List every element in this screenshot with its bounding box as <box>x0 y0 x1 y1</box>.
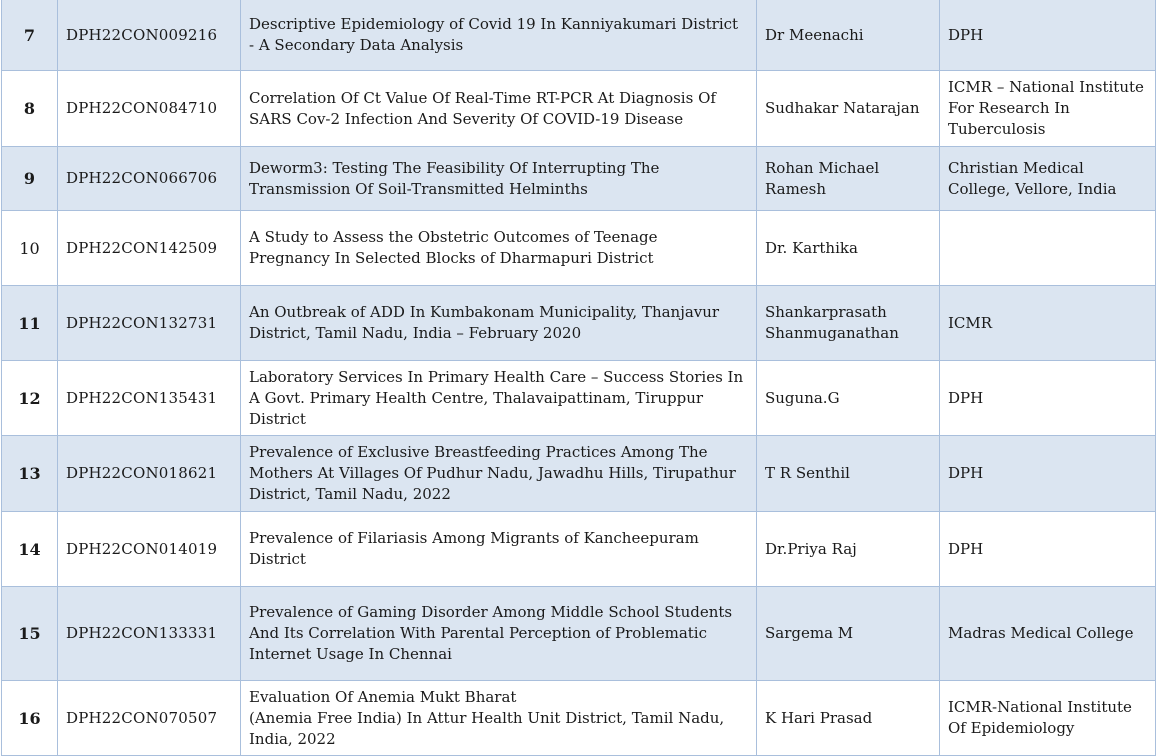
author-name: Sudhakar Natarajan <box>757 71 940 147</box>
abstract-id: DPH22CON084710 <box>58 71 241 147</box>
table-row <box>2 436 1156 512</box>
abstract-title: Evaluation Of Anemia Mukt Bharat (Anemia Free India) In Attur Health Unit District, Tamil Nadu, India, 2022 <box>241 681 757 756</box>
serial-number: 12 <box>2 361 58 436</box>
table-row <box>2 681 1156 756</box>
abstract-id: DPH22CON135431 <box>58 361 241 436</box>
author-name: Dr Meenachi <box>757 0 940 71</box>
author-name: Dr. Karthika <box>757 211 940 286</box>
serial-number: 11 <box>2 286 58 361</box>
author-name: Dr.Priya Raj <box>757 512 940 587</box>
author-name: K Hari Prasad <box>757 681 940 756</box>
serial-number: 10 <box>2 211 58 286</box>
author-name: Rohan Michael Ramesh <box>757 147 940 211</box>
abstract-id: DPH22CON133331 <box>58 587 241 681</box>
table-row <box>2 211 1156 286</box>
author-name: T R Senthil <box>757 436 940 512</box>
abstract-title: Prevalence of Filariasis Among Migrants of Kancheepuram District <box>241 512 757 587</box>
institution-name: ICMR – National Institute For Research In Tuberculosis <box>940 71 1156 147</box>
table-row <box>2 0 1156 71</box>
institution-name: DPH <box>940 512 1156 587</box>
abstract-id: DPH22CON142509 <box>58 211 241 286</box>
abstract-id: DPH22CON132731 <box>58 286 241 361</box>
institution-name: DPH <box>940 436 1156 512</box>
table-row <box>2 512 1156 587</box>
table-row <box>2 286 1156 361</box>
author-name: Shankarprasath Shanmuganathan <box>757 286 940 361</box>
abstract-id: DPH22CON070507 <box>58 681 241 756</box>
serial-number: 7 <box>2 0 58 71</box>
institution-name: ICMR-National Institute Of Epidemiology <box>940 681 1156 756</box>
serial-number: 9 <box>2 147 58 211</box>
abstract-id: DPH22CON066706 <box>58 147 241 211</box>
abstract-title: Descriptive Epidemiology of Covid 19 In Kanniyakumari District - A Secondary Data Analysis <box>241 0 757 71</box>
serial-number: 13 <box>2 436 58 512</box>
institution-name: Christian Medical College, Vellore, India <box>940 147 1156 211</box>
abstract-id: DPH22CON014019 <box>58 512 241 587</box>
abstract-title: Deworm3: Testing The Feasibility Of Interrupting The Transmission Of Soil-Transmitted Helminths <box>241 147 757 211</box>
institution-name <box>940 211 1156 286</box>
abstract-title: Prevalence of Gaming Disorder Among Middle School Students And Its Correlation With Parental Perception of Problematic Internet Usage In Chennai <box>241 587 757 681</box>
author-name: Sargema M <box>757 587 940 681</box>
institution-name: DPH <box>940 0 1156 71</box>
abstract-title: Laboratory Services In Primary Health Care – Success Stories In A Govt. Primary Health Centre, Thalavaipattinam, Tiruppur District <box>241 361 757 436</box>
table-row <box>2 147 1156 211</box>
abstract-title: A Study to Assess the Obstetric Outcomes of Teenage Pregnancy In Selected Blocks of Dharmapuri District <box>241 211 757 286</box>
institution-name: ICMR <box>940 286 1156 361</box>
serial-number: 14 <box>2 512 58 587</box>
abstracts-table <box>1 0 1156 756</box>
serial-number: 15 <box>2 587 58 681</box>
institution-name: DPH <box>940 361 1156 436</box>
abstract-title: Correlation Of Ct Value Of Real-Time RT-PCR At Diagnosis Of SARS Cov-2 Infection And Severity Of COVID-19 Disease <box>241 71 757 147</box>
abstract-id: DPH22CON009216 <box>58 0 241 71</box>
author-name: Suguna.G <box>757 361 940 436</box>
abstract-id: DPH22CON018621 <box>58 436 241 512</box>
table-row <box>2 71 1156 147</box>
table-row <box>2 587 1156 681</box>
serial-number: 16 <box>2 681 58 756</box>
abstract-title: Prevalence of Exclusive Breastfeeding Practices Among The Mothers At Villages Of Pudhur Nadu, Jawadhu Hills, Tirupathur District, Tamil Nadu, 2022 <box>241 436 757 512</box>
serial-number: 8 <box>2 71 58 147</box>
table-row <box>2 361 1156 436</box>
institution-name: Madras Medical College <box>940 587 1156 681</box>
abstract-title: An Outbreak of ADD In Kumbakonam Municipality, Thanjavur District, Tamil Nadu, India – February 2020 <box>241 286 757 361</box>
